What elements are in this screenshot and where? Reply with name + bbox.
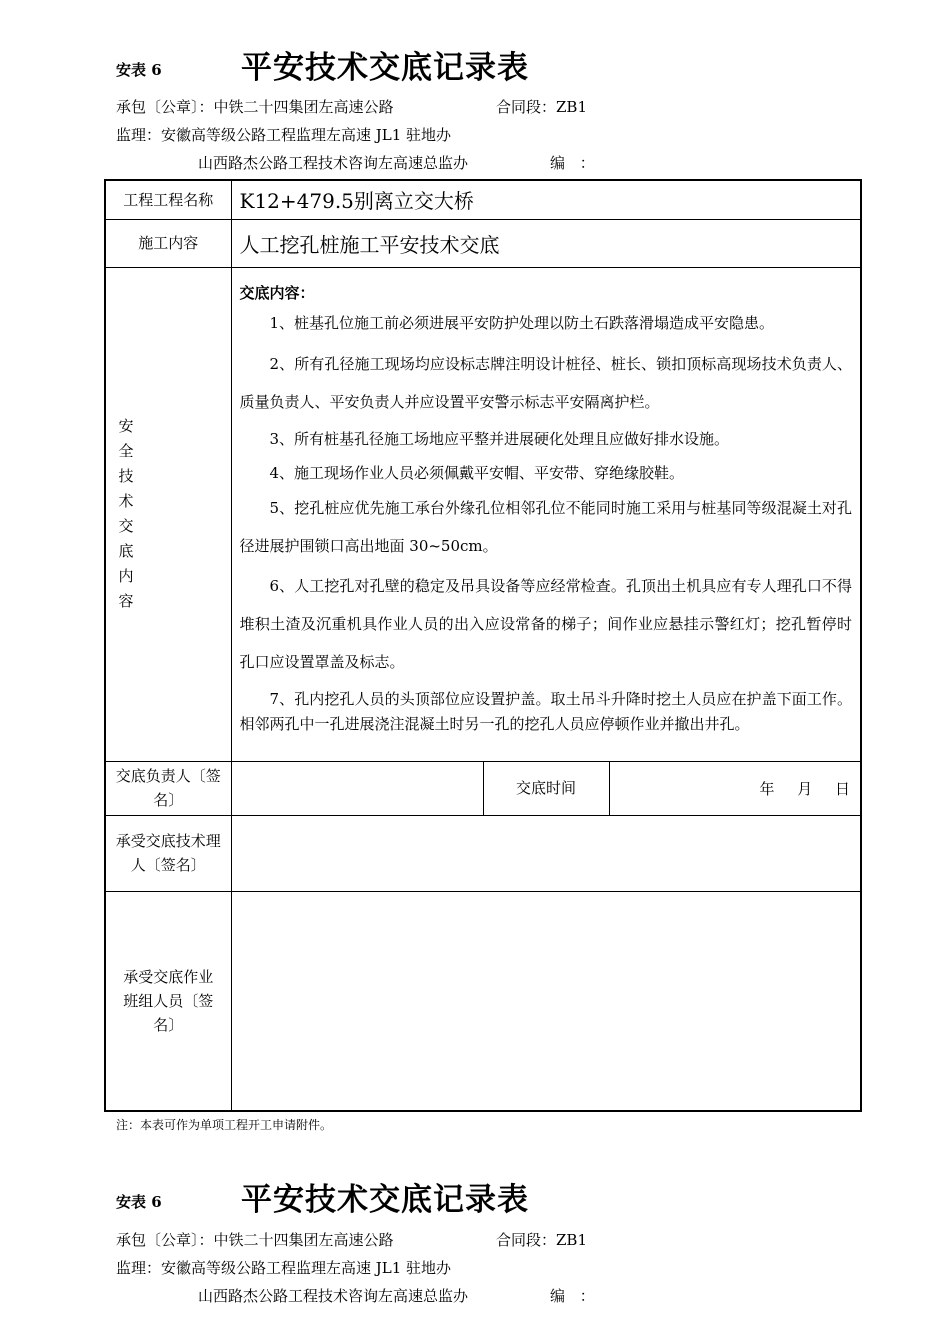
safety-content-label: 安全技术交底内容 <box>118 417 134 610</box>
content-item-1: 1、桩基孔位施工前必须进展平安防护处理以防土石跌落滑塌造成平安隐患。 <box>269 313 775 332</box>
content-item-6: 6、人工挖孔对孔壁的稳定及吊具设备等应经常检查。孔顶出土机具应有专人理孔口不得堆积土渣及沉重机具作业人员的出入应设常备的梯子；间作业应悬挂示警红灯；挖孔暂停时孔口应设置罩盖及标志。 <box>239 576 853 671</box>
receiver-tech-label: 承受交底技术理人〔签名〕 <box>105 815 231 891</box>
form-number-page2: 安表 6 <box>116 1193 162 1211</box>
contract-section: 合同段：ZB1 <box>496 98 587 116</box>
footnote: 注：本表可作为单项工程开工申请附件。 <box>116 1118 333 1132</box>
responsible-signature-cell <box>231 761 483 815</box>
record-table <box>104 179 862 1112</box>
supervisor-line-1: 监理：安徽高等级公路工程监理左高速 JL1 驻地办 <box>116 126 452 144</box>
content-item-4: 4、施工现场作业人员必须佩戴平安帽、平安带、穿绝缘胶鞋。 <box>269 463 685 482</box>
supervisor-line-1-page2: 监理：安徽高等级公路工程监理左高速 JL1 驻地办 <box>116 1259 452 1277</box>
contract-section-page2: 合同段：ZB1 <box>496 1231 587 1249</box>
work-content-label: 施工内容 <box>105 219 231 267</box>
code-label: 编 ： <box>550 154 595 172</box>
handover-date: 年 月 日 <box>609 761 861 815</box>
safety-content-cell <box>231 267 861 761</box>
receiver-team-signature-cell <box>231 891 861 1111</box>
content-item-3: 3、所有桩基孔径施工场地应平整并进展硬化处理且应做好排水设施。 <box>269 429 730 448</box>
content-item-2: 2、所有孔径施工现场均应设标志牌注明设计桩径、桩长、锁扣顶标高现场技术负责人、质量负责人、平安负责人并应设置平安警示标志平安隔离护栏。 <box>239 354 853 411</box>
responsible-label: 交底负责人〔签名〕 <box>105 761 231 815</box>
project-name-value: K12+479.5别离立交大桥 <box>231 180 861 219</box>
content-heading: 交底内容： <box>239 283 315 302</box>
document-title-page2: 平安技术交底记录表 <box>241 1182 529 1218</box>
work-content-value: 人工挖孔桩施工平安技术交底 <box>231 219 861 267</box>
receiver-team-label: 承受交底作业班组人员〔签名〕 <box>105 891 231 1111</box>
contractor-line: 承包〔公章〕：中铁二十四集团左高速公路 <box>116 98 394 116</box>
content-item-7: 7、孔内挖孔人员的头顶部位应设置护盖。取土吊斗升降时挖土人员应在护盖下面工作。相邻两孔中一孔进展浇注混凝土时另一孔的挖孔人员应停顿作业并撤出井孔。 <box>239 689 853 733</box>
handover-time-label: 交底时间 <box>483 761 609 815</box>
safety-content-label-cell <box>105 267 231 761</box>
supervisor-line-2-page2: 山西路杰公路工程技术咨询左高速总监办 <box>198 1287 469 1305</box>
project-name-label: 工程工程名称 <box>105 180 231 219</box>
document-title: 平安技术交底记录表 <box>241 50 529 86</box>
form-number: 安表 6 <box>116 61 162 79</box>
contractor-line-page2: 承包〔公章〕：中铁二十四集团左高速公路 <box>116 1231 394 1249</box>
supervisor-line-2: 山西路杰公路工程技术咨询左高速总监办 <box>198 154 469 172</box>
code-label-page2: 编 ： <box>550 1287 595 1305</box>
receiver-tech-signature-cell <box>231 815 861 891</box>
content-item-5: 5、挖孔桩应优先施工承台外缘孔位相邻孔位不能同时施工采用与桩基同等级混凝土对孔径进展护围锁口高出地面 30~50cm。 <box>239 498 853 555</box>
